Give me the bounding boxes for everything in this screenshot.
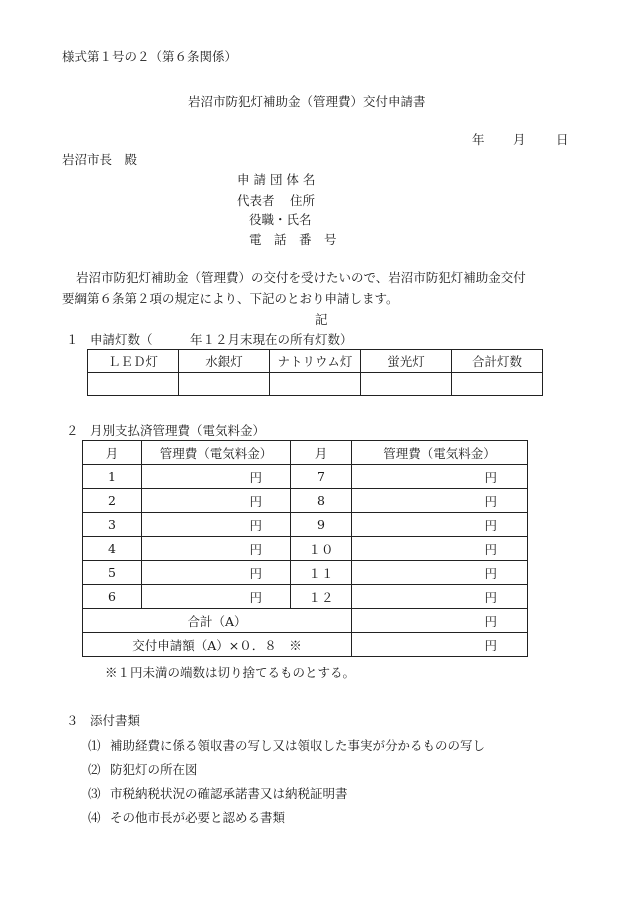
attachment-4-number: ⑷ [88,810,101,825]
fee-cell[interactable]: 円 [352,537,528,561]
date-month-label: 月 [513,132,526,147]
month-cell: 4 [83,537,142,561]
light-count-table [87,349,543,396]
fee-cell[interactable]: 円 [142,561,291,585]
rounding-note: ※１円未満の端数は切り捨てるものとする。 [105,665,356,680]
representative-label: 代表者 [237,193,275,208]
attachment-1-text: 補助経費に係る領収書の写し又は領収した事実が分かるものの写し [110,738,486,753]
sodium-count-cell[interactable] [270,373,361,396]
header-fee-1: 管理費（電気料金） [142,441,291,465]
table-row [83,609,528,633]
header-month-1: 月 [83,441,142,465]
section2-heading: 月別支払済管理費（電気料金） [90,423,266,438]
month-cell: 2 [83,489,142,513]
fee-cell[interactable]: 円 [142,537,291,561]
month-cell: 9 [291,513,352,537]
fee-cell[interactable]: 円 [142,585,291,609]
org-name-label: 申 請 団 体 名 [237,172,316,187]
header-total-lights: 合計灯数 [452,350,543,373]
fee-cell[interactable]: 円 [352,561,528,585]
month-cell: 6 [83,585,142,609]
led-count-cell[interactable] [88,373,179,396]
mercury-count-cell[interactable] [179,373,270,396]
month-cell: 8 [291,489,352,513]
fee-cell[interactable]: 円 [142,489,291,513]
month-cell: 5 [83,561,142,585]
table-row [83,561,528,585]
attachment-2-number: ⑵ [88,762,101,777]
address-label: 住所 [290,193,316,208]
attachment-2-text: 防犯灯の所在図 [110,762,198,777]
fee-cell[interactable]: 円 [352,465,528,489]
document-title: 岩沼市防犯灯補助金（管理費）交付申請書 [188,94,426,109]
section2-number: ２ [66,423,79,438]
table-row [83,465,528,489]
ki-label: 記 [315,312,328,327]
body-line-1: 岩沼市防犯灯補助金（管理費）の交付を受けたいので、岩沼市防犯灯補助金交付 [76,270,526,285]
fee-cell[interactable]: 円 [142,465,291,489]
position-name-label: 役職・氏名 [249,212,312,227]
table-row [88,350,543,373]
table-row [83,537,528,561]
total-count-cell[interactable] [452,373,543,396]
header-month-2: 月 [291,441,352,465]
section1-number: １ [66,332,79,347]
attachment-4-text: その他市長が必要と認める書類 [110,810,286,825]
fee-cell[interactable]: 円 [352,513,528,537]
addressee: 岩沼市長 殿 [62,152,138,167]
header-sodium: ナトリウム灯 [270,350,361,373]
total-label: 合計（A） [83,609,352,633]
request-amount-label: 交付申請額（A）×０．８ ※ [83,633,352,657]
attachment-1-number: ⑴ [88,738,101,753]
section1-heading: 申請灯数（ 年１２月末現在の所有灯数） [90,332,353,347]
table-row [83,441,528,465]
monthly-fee-table [82,440,528,657]
table-row [83,489,528,513]
attachment-3-number: ⑶ [88,786,101,801]
month-cell: 1 [83,465,142,489]
header-led: ＬＥＤ灯 [88,350,179,373]
section3-heading: 添付書類 [90,713,141,728]
form-number: 様式第１号の２（第６条関係） [62,49,238,64]
table-row [83,585,528,609]
phone-label: 電 話 番 号 [249,232,337,247]
date-year-label: 年 [472,132,485,147]
fluorescent-count-cell[interactable] [361,373,452,396]
section3-number: ３ [66,713,79,728]
month-cell: １０ [291,537,352,561]
total-amount-cell[interactable]: 円 [352,609,528,633]
fee-cell[interactable]: 円 [352,585,528,609]
table-row [88,373,543,396]
month-cell: １２ [291,585,352,609]
header-fee-2: 管理費（電気料金） [352,441,528,465]
body-line-2: 要綱第６条第２項の規定により、下記のとおり申請します。 [62,291,399,306]
request-amount-cell[interactable]: 円 [352,633,528,657]
attachment-3-text: 市税納税状況の確認承諾書又は納税証明書 [110,786,348,801]
table-row [83,513,528,537]
month-cell: １１ [291,561,352,585]
header-mercury: 水銀灯 [179,350,270,373]
table-row [83,633,528,657]
month-cell: 3 [83,513,142,537]
date-day-label: 日 [556,132,569,147]
fee-cell[interactable]: 円 [142,513,291,537]
fee-cell[interactable]: 円 [352,489,528,513]
month-cell: 7 [291,465,352,489]
header-fluorescent: 蛍光灯 [361,350,452,373]
